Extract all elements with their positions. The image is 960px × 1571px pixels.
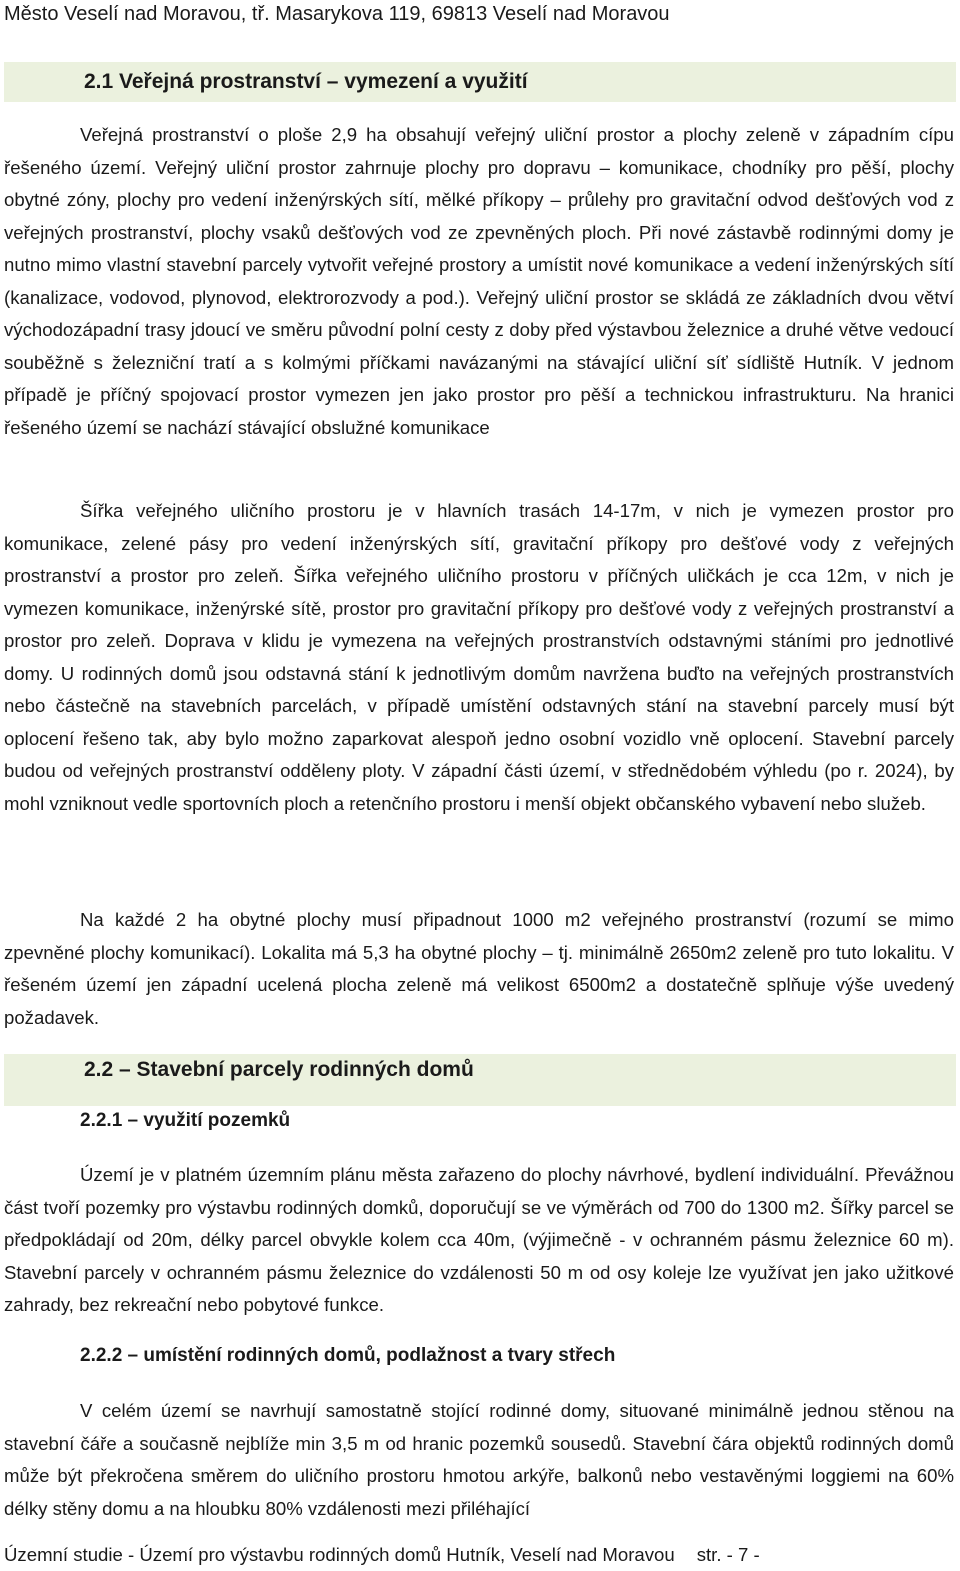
footer-page-number: str. - 7 - [696, 1544, 760, 1565]
page-footer [4, 1544, 760, 1566]
section-2-1-title: 2.1 Veřejná prostranství – vymezení a využití [84, 70, 528, 93]
section-2-2-title: 2.2 – Stavební parcely rodinných domů [84, 1058, 474, 1081]
section-2-1-heading-bar [4, 62, 956, 102]
section-2-1-paragraph-1: Veřejná prostranství o ploše 2,9 ha obsahují veřejný uliční prostor a plochy zeleně v západním cípu řešeného území. Veřejný uliční prostor zahrnuje plochy pro dopravu – komunikace, chodníky pro pěší, plochy obytné zóny, plochy pro vedení inženýrských sítí, mělké příkopy – průlehy pro gravitační odvod dešťových vod z veřejných prostranství, plochy vsaků dešťových vod ze zpevněných ploch. Při nové zástavbě rodinnými domy je nutno mimo vlastní stavební parcely vytvořit veřejné prostory a umístit nové komunikace a vedení inženýrských sítí (kanalizace, vodovod, plynovod, elektrorozvody a pod.). Veřejný uliční prostor se skládá ze základních dvou větví východozápadní trasy jdoucí ve směru původní polní cesty z doby před výstavbou železnice a druhé větve vedoucí souběžně s železniční tratí a s kolmými příčkami navázanými na stávající uliční síť sídliště Hutník. V jednom případě je příčný spojovací prostor vymezen jen jako prostor pro pěší a technickou infrastrukturu. Na hranici řešeného území se nachází stávající obslužné komunikace [4, 124, 954, 438]
section-2-1-paragraph-3: Na každé 2 ha obytné plochy musí připadnout 1000 m2 veřejného prostranství (rozumí se mimo zpevněné plochy komunikací). Lokalita má 5,3 ha obytné plochy – tj. minimálně 2650m2 zeleně pro tuto lokalitu. V řešeném území jen západní ucelená plocha zeleně má velikost 6500m2 a dostatečně splňuje výše uvedený požadavek. [4, 909, 954, 1028]
page-header: Město Veselí nad Moravou, tř. Masarykova 119, 69813 Veselí nad Moravou [4, 3, 670, 25]
subsection-2-2-1-paragraph: Území je v platném územním plánu města zařazeno do plochy návrhové, bydlení individuální. Převážnou část tvoří pozemky pro výstavbu rodinných domků, doporučují se ve výměrách od 700 do 1300 m2. Šířky parcel se předpokládají od 20m, délky parcel obvykle kolem cca 40m, (výjimečně - v ochranném pásmu železnice 60 m). Stavební parcely v ochranném pásmu železnice do vzdálenosti 50 m od osy koleje lze využívat jen jako užitkové zahrady, bez rekreační nebo pobytové funkce. [4, 1164, 954, 1315]
subsection-2-2-2-title: 2.2.2 – umístění rodinných domů, podlažnost a tvary střech [80, 1345, 616, 1366]
footer-document-title: Územní studie - Území pro výstavbu rodinných domů Hutník, Veselí nad Moravou [4, 1544, 675, 1565]
subsection-2-2-1-title: 2.2.1 – využití pozemků [80, 1110, 291, 1131]
section-2-2-heading-bar [4, 1054, 956, 1106]
section-2-1-paragraph-2: Šířka veřejného uličního prostoru je v hlavních trasách 14-17m, v nich je vymezen prostor pro komunikace, zelené pásy pro vedení inženýrských sítí, gravitační příkopy pro dešťové vody z veřejných prostranství a prostor pro zeleň. Šířka veřejného uličního prostoru v příčných uličkách je cca 12m, v nich je vymezen komunikace, inženýrské sítě, prostor pro gravitační příkopy pro dešťové vody z veřejných prostranství a prostor pro zeleň. Doprava v klidu je vymezena na veřejných prostranstvích odstavnými stáními pro jednotlivé domy. U rodinných domů jsou odstavná stání k jednotlivým domům navržena buďto na veřejných prostranstvích nebo částečně na stavebních parcelách, v případě umístění odstavných stání na stavební parcely musí být oplocení řešeno tak, aby bylo možno zaparkovat alespoň jedno osobní vozidlo vně oplocení. Stavební parcely budou od veřejných prostranství odděleny ploty. V západní části území, v střednědobém výhledu (po r. 2024), by mohl vzniknout vedle sportovních ploch a retenčního prostoru i menší objekt občanského vybavení nebo služeb. [4, 500, 954, 814]
subsection-2-2-2-paragraph: V celém území se navrhují samostatně stojící rodinné domy, situované minimálně jednou stěnou na stavební čáře a současně nejblíže min 3,5 m od hranic pozemků sousedů. Stavební čára objektů rodinných domů může být překročena směrem do uličního prostoru hmotou arkýře, balkonů nebo vestavěnými loggiemi na 60% délky stěny domu a na hloubku 80% vzdálenosti mezi přiléhající [4, 1400, 954, 1519]
